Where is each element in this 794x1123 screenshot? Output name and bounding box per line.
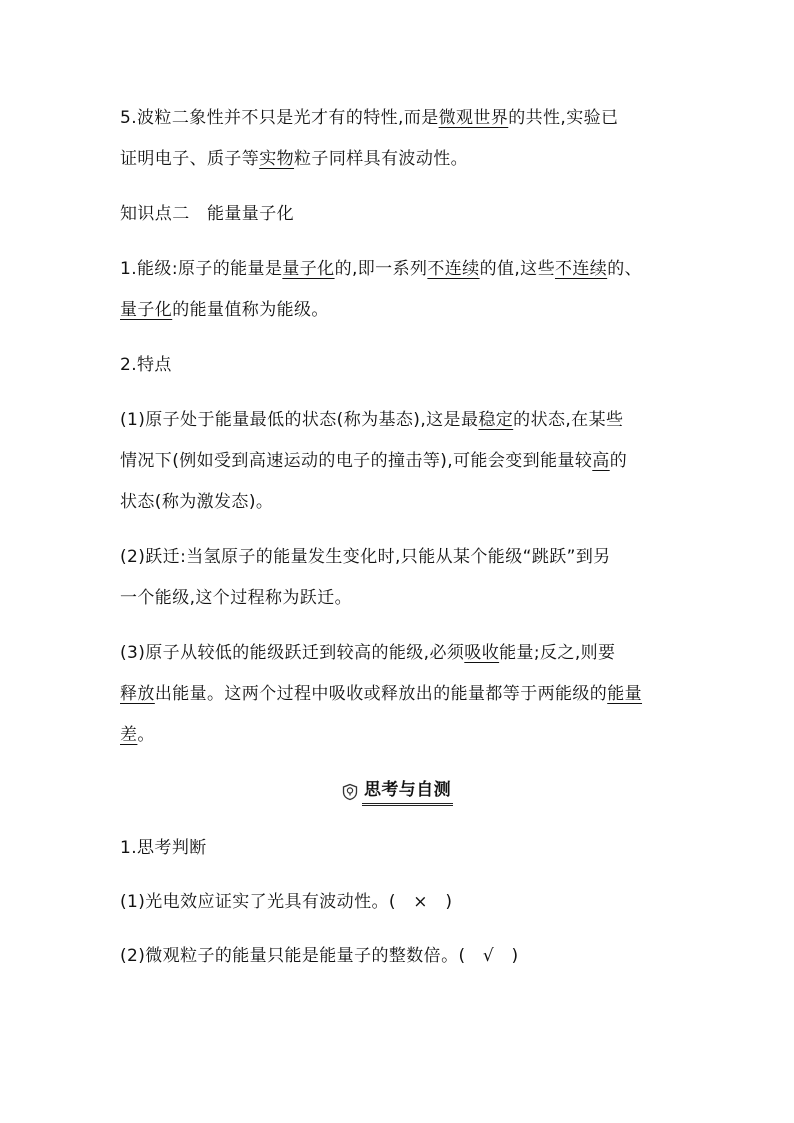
text: (1)原子处于能量最低的状态(称为基态),这是最 (120, 410, 479, 430)
line-s3-1 (120, 641, 615, 665)
text: 的值,这些 (479, 259, 555, 279)
answer-underlined: 不连续 (554, 259, 608, 279)
answer-underlined: 吸收 (464, 643, 500, 663)
line-s2-2: 一个能级,这个过程称为跃迁。 (120, 588, 353, 608)
text: 。 (137, 725, 155, 745)
text: 的,即一系列 (334, 259, 428, 279)
text: (3)原子从较低的能级跃迁到较高的能级,必须 (120, 643, 465, 663)
answer-underlined: 高 (592, 451, 610, 471)
text: 的共性,实验已 (508, 108, 619, 128)
answer-underlined: 实物 (259, 149, 295, 169)
text: 出能量。这两个过程中吸收或释放出的能量都等于两能级的 (154, 684, 608, 704)
answer-underlined: 稳定 (478, 410, 514, 430)
line-s1-3: 状态(称为激发态)。 (120, 492, 274, 512)
question-item-1: (1)光电效应证实了光具有波动性。( × ) (120, 892, 453, 912)
question-heading: 1.思考判断 (120, 838, 207, 858)
line-s1-1 (120, 408, 623, 432)
line-e1-2 (120, 298, 329, 322)
answer-underlined: 释放 (120, 684, 155, 704)
text: 的、 (607, 259, 642, 279)
answer-underlined: 能量 (607, 684, 643, 704)
line-s2-1: (2)跃迁:当氢原子的能量发生变化时,只能从某个能级“跳跃”到另 (120, 547, 611, 567)
section-header (0, 778, 794, 808)
text: 的状态,在某些 (513, 410, 624, 430)
line-e1-1 (120, 257, 642, 281)
text: 的 (609, 451, 628, 471)
line-s1-2 (120, 449, 627, 473)
line-s3-2 (120, 682, 642, 706)
answer-underlined: 量子化 (282, 259, 335, 279)
section-title: 思考与自测 (362, 778, 453, 806)
section-badge (341, 778, 453, 806)
line-s3-3 (120, 723, 155, 747)
question-item-2: (2)微观粒子的能量只能是能量子的整数倍。( √ ) (120, 946, 519, 966)
text: 证明电子、质子等 (120, 149, 260, 169)
text: 1.能级:原子的能量是 (120, 259, 283, 279)
text: 情况下(例如受到高速运动的电子的撞击等),可能会变到能量较 (120, 451, 593, 471)
text: 能量;反之,则要 (499, 643, 616, 663)
answer-underlined: 不连续 (427, 259, 480, 279)
lightbulb-icon (341, 783, 359, 801)
answer-underlined: 微观世界 (438, 108, 509, 128)
answer-underlined: 差 (120, 725, 138, 745)
text: 的能量值称为能级。 (172, 300, 329, 320)
text: 粒子同样具有波动性。 (294, 149, 469, 169)
knowledge-point-heading: 知识点二 能量量子化 (120, 204, 294, 224)
item-heading: 2.特点 (120, 355, 172, 375)
line-p5-1 (120, 106, 618, 130)
answer-underlined: 量子化 (120, 300, 173, 320)
line-p5-2 (120, 147, 468, 171)
text: 5.波粒二象性并不只是光才有的特性,而是 (120, 108, 439, 128)
